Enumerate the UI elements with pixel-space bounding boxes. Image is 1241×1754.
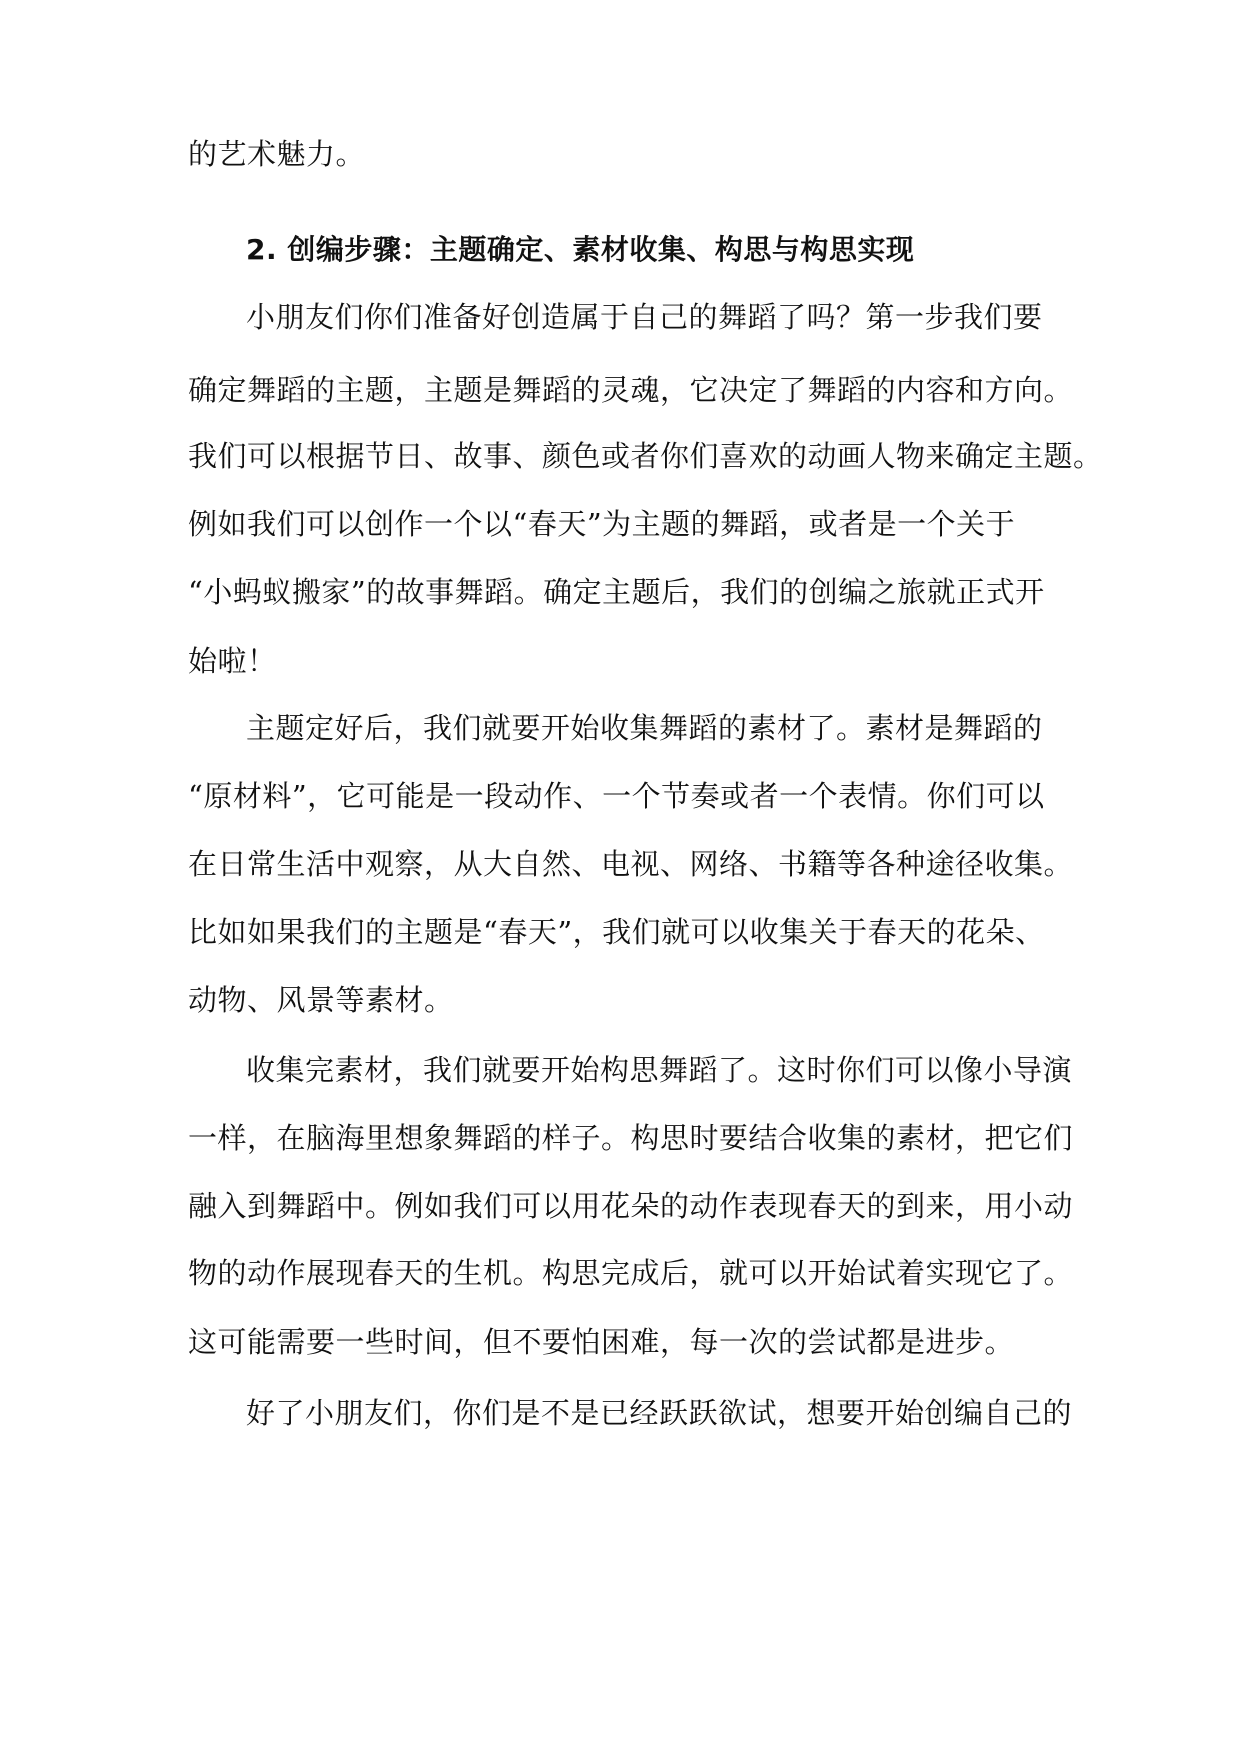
paragraph-line: 例如我们可以创作一个以“春天”为主题的舞蹈，或者是一个关于 [188,507,1016,541]
paragraph-line: 好了小朋友们，你们是不是已经跃跃欲试，想要开始创编自己的 [246,1396,1073,1430]
paragraph-line: 在日常生活中观察，从大自然、电视、网络、书籍等各种途径收集。 [188,847,1074,881]
section-heading: 2. 创编步骤：主题确定、素材收集、构思与构思实现 [246,233,915,266]
paragraph-line: 比如如果我们的主题是“春天”，我们就可以收集关于春天的花朵、 [188,915,1045,949]
paragraph-line: 我们可以根据节日、故事、颜色或者你们喜欢的动画人物来确定主题。 [188,439,1103,473]
paragraph-line: 物的动作展现春天的生机。构思完成后，就可以开始试着实现它了。 [188,1256,1074,1290]
paragraph-line: 一样，在脑海里想象舞蹈的样子。构思时要结合收集的素材，把它们 [188,1121,1074,1155]
paragraph-line: 动物、风景等素材。 [188,983,454,1017]
paragraph-line: 收集完素材，我们就要开始构思舞蹈了。这时你们可以像小导演 [246,1053,1073,1087]
paragraph-line: “原材料”，它可能是一段动作、一个节奏或者一个表情。你们可以 [188,779,1045,813]
paragraph-line: 小朋友们你们准备好创造属于自己的舞蹈了吗？第一步我们要 [246,300,1043,334]
paragraph-line: 这可能需要一些时间，但不要怕困难，每一次的尝试都是进步。 [188,1325,1015,1359]
paragraph-line: 确定舞蹈的主题，主题是舞蹈的灵魂，它决定了舞蹈的内容和方向。 [188,373,1074,407]
paragraph-line: “小蚂蚁搬家”的故事舞蹈。确定主题后，我们的创编之旅就正式开 [188,575,1045,609]
paragraph-line: 融入到舞蹈中。例如我们可以用花朵的动作表现春天的到来，用小动 [188,1189,1074,1223]
paragraph-line: 主题定好后，我们就要开始收集舞蹈的素材了。素材是舞蹈的 [246,711,1043,745]
paragraph-line: 始啦！ [188,644,277,678]
paragraph-line: 的艺术魅力。 [188,137,366,171]
